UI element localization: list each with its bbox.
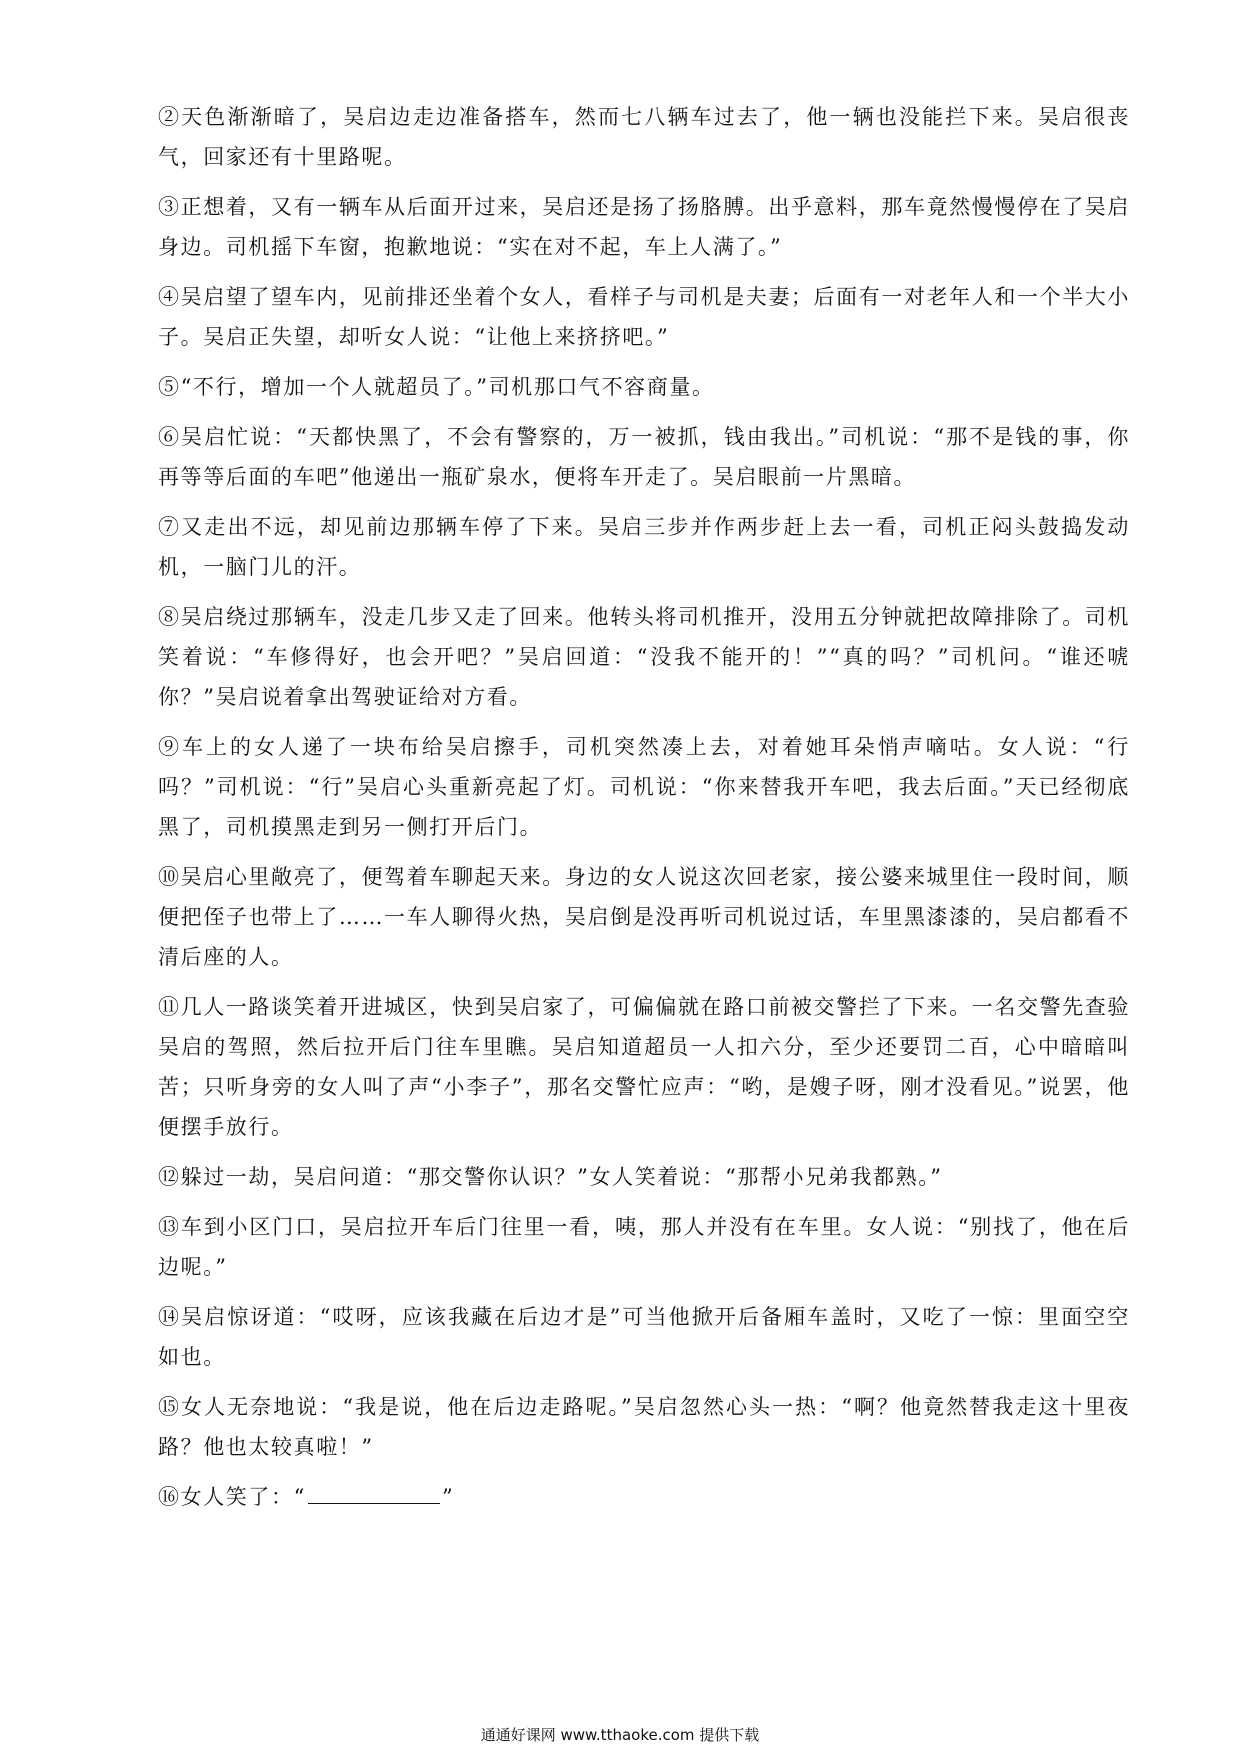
paragraph-7: ⑦又走出不远，却见前边那辆车停了下来。吴启三步并作两步赶上去一看，司机正闷头鼓捣发动机，一脑门儿的汗。 [158,515,1130,579]
paragraph-13: ⑬车到小区门口，吴启拉开车后门往里一看，咦，那人并没有在车里。女人说：“别找了，他在后边呢。” [158,1215,1130,1279]
paragraph-16 [158,1477,1130,1517]
paragraph-9: ⑨车上的女人递了一块布给吴启擦手，司机突然凑上去，对着她耳朵悄声嘀咕。女人说：“行吗？”司机说：“行”吴启心头重新亮起了灯。司机说：“你来替我开车吧，我去后面。”天已经彻底黑了，司机摸黑走到另一侧打开后门。 [158,735,1130,839]
paragraph-16-suffix: ” [441,1485,455,1509]
paragraph-15: ⑮女人无奈地说：“我是说，他在后边走路呢。”吴启忽然心头一热：“啊？他竟然替我走这十里夜路？他也太较真啦！” [158,1395,1130,1459]
paragraph-3: ③正想着，又有一辆车从后面开过来，吴启还是扬了扬胳膊。出乎意料，那车竟然慢慢停在了吴启身边。司机摇下车窗，抱歉地说：“实在对不起，车上人满了。” [158,195,1130,259]
paragraph-11: ⑪几人一路谈笑着开进城区，快到吴启家了，可偏偏就在路口前被交警拦了下来。一名交警先查验吴启的驾照，然后拉开后门往车里瞧。吴启知道超员一人扣六分，至少还要罚二百，心中暗暗叫苦；只听身旁的女人叫了声“小李子”，那名交警忙应声：“哟，是嫂子呀，刚才没看见。”说罢，他便摆手放行。 [158,995,1130,1139]
page-footer: 通通好课网 www.tthaoke.com 提供下载 [480,1726,760,1744]
paragraph-6: ⑥吴启忙说：“天都快黑了，不会有警察的，万一被抓，钱由我出。”司机说：“那不是钱的事，你再等等后面的车吧”他递出一瓶矿泉水，便将车开走了。吴启眼前一片黑暗。 [158,425,1130,489]
paragraph-14: ⑭吴启惊讶道：“哎呀，应该我藏在后边才是”可当他掀开后备厢车盖时，又吃了一惊：里面空空如也。 [158,1305,1130,1369]
paragraph-2: ②天色渐渐暗了，吴启边走边准备搭车，然而七八辆车过去了，他一辆也没能拦下来。吴启很丧气，回家还有十里路呢。 [158,105,1130,169]
paragraph-16-prefix: ⑯女人笑了：“ [158,1485,306,1509]
paragraph-8: ⑧吴启绕过那辆车，没走几步又走了回来。他转头将司机推开，没用五分钟就把故障排除了。司机笑着说：“车修得好，也会开吧？”吴启回道：“没我不能开的！”“真的吗？”司机问。“谁还唬你？”吴启说着拿出驾驶证给对方看。 [158,605,1130,709]
answer-blank[interactable] [308,1485,440,1504]
paragraph-4: ④吴启望了望车内，见前排还坐着个女人，看样子与司机是夫妻；后面有一对老年人和一个半大小子。吴启正失望，却听女人说：“让他上来挤挤吧。” [158,285,1130,349]
paragraph-5: ⑤“不行，增加一个人就超员了。”司机那口气不容商量。 [158,375,715,399]
paragraph-12: ⑫躲过一劫，吴启问道：“那交警你认识？”女人笑着说：“那帮小兄弟我都熟。” [158,1165,943,1189]
article-body [158,97,1130,1527]
paragraph-10: ⑩吴启心里敞亮了，便驾着车聊起天来。身边的女人说这次回老家，接公婆来城里住一段时间，顺便把侄子也带上了……一车人聊得火热，吴启倒是没再听司机说过话，车里黑漆漆的，吴启都看不清后座的人。 [158,865,1130,969]
